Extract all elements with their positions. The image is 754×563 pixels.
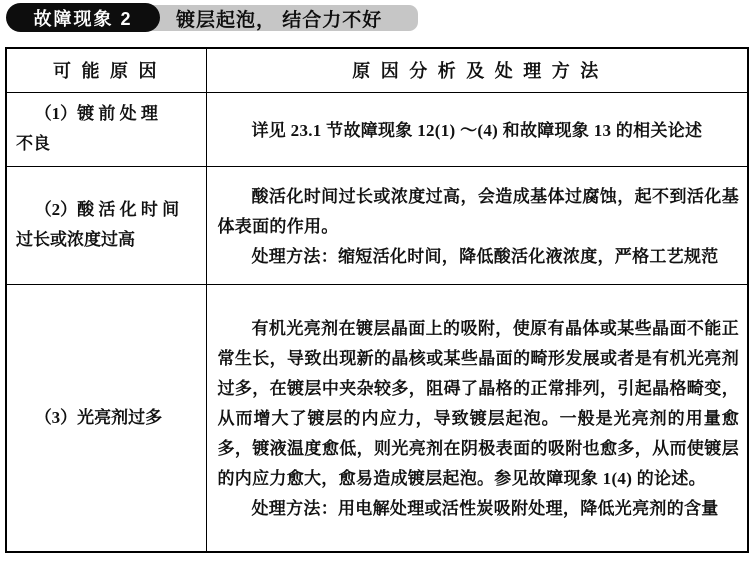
method-label: 处理方法： [251,246,338,266]
fault-title: 镀层起泡， 结合力不好 [176,9,383,31]
analysis-cell [206,166,748,284]
cause-cell [6,284,206,552]
paragraph-text: 酸活化时间过长或浓度过高，会造成基体过腐蚀，起不到活化基体表面的作用。 [217,186,739,236]
analysis-paragraph [218,242,740,272]
analysis-paragraph [218,314,740,494]
analysis-cell [206,92,748,166]
analysis-cell [206,284,748,552]
paragraph-text: 详见 23.1 节故障现象 12(1) ～(4) 和故障现象 13 的相关论述 [251,120,703,140]
paragraph-text: 有机光亮剂在镀层晶面上的吸附，使原有晶体或某些晶面不能正常生长，导致出现新的晶核或某些晶面的畸形发展或者是有机光亮剂过多，在镀层中夹杂较多，阻碍了晶格的正常排列，引起晶格畸变，从而增大了镀层的内应力，导致镀层起泡。一般是光亮剂的用量愈多，镀液温度愈低，则光亮剂在阴极表面的吸附也愈多，从而使镀层的内应力愈大，愈易造成镀层起泡。参见故障现象 1(4) 的论述。 [217,319,739,489]
table-row [6,92,748,166]
table-row [6,166,748,284]
cause-line: （3）光亮剂过多 [34,407,163,427]
header [0,0,754,40]
fault-title-bar [150,5,418,31]
column-header-cause: 可 能 原 因 [6,48,206,92]
analysis-paragraph [218,182,740,242]
cause-line: （1）镀 前 处 理 [34,104,158,123]
header-row [6,48,748,92]
table-row [6,284,748,552]
cause-line: 不良 [16,134,50,153]
paragraph-text: 用电解处理或活性炭吸附处理，降低光亮剂的含量 [338,499,719,519]
fault-table [5,47,749,553]
cause-cell [6,92,206,166]
fault-badge-label: 故障现象 2 [33,8,133,29]
cause-cell [6,166,206,284]
analysis-paragraph [218,494,740,524]
cause-line: （2）酸 活 化 时 间 [34,200,180,219]
paragraph-text: 缩短活化时间，降低酸活化液浓度，严格工艺规范 [338,246,719,266]
analysis-paragraph [218,116,740,146]
column-header-analysis: 原 因 分 析 及 处 理 方 法 [206,48,748,92]
cause-line: 过长或浓度过高 [16,230,135,249]
fault-badge [6,3,160,32]
method-label: 处理方法： [251,499,338,519]
